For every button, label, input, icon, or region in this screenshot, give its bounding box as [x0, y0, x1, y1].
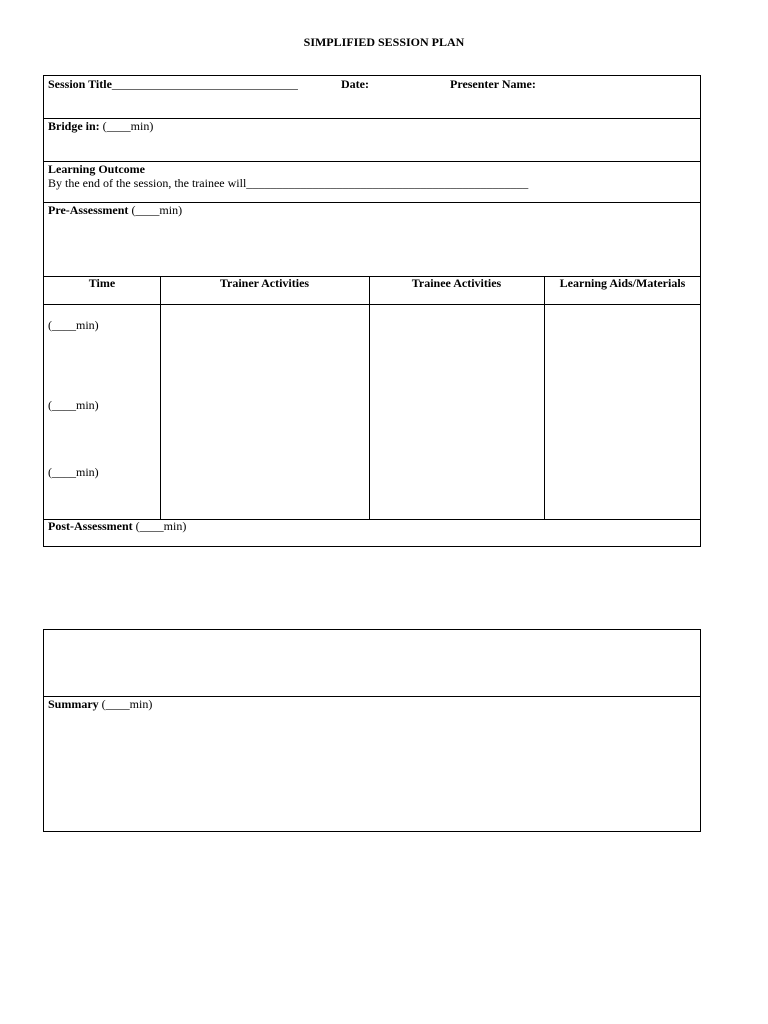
- summary-field: [48, 697, 152, 711]
- session-title-blank[interactable]: _______________________________: [111, 77, 298, 91]
- header-divider: [44, 304, 700, 305]
- bridge-in-label: Bridge in:: [48, 119, 100, 133]
- bridge-in-field: [48, 119, 153, 133]
- column-header-learning-aids: Learning Aids/Materials: [559, 276, 686, 290]
- post-assessment-field: [48, 519, 186, 533]
- presenter-name-label: Presenter Name:: [450, 77, 536, 91]
- session-title-field: [48, 77, 298, 91]
- pre-assessment-duration: (____min): [128, 203, 183, 217]
- bridge-in-duration: (____min): [99, 119, 154, 133]
- time-slot-duration: (____min): [48, 398, 99, 412]
- summary-table: [43, 629, 701, 832]
- column-header-time: Time: [88, 276, 116, 290]
- session-title-label: Session Title: [48, 77, 112, 91]
- session-plan-table: [43, 75, 701, 547]
- date-label: Date:: [341, 77, 369, 91]
- page-title: SIMPLIFIED SESSION PLAN: [303, 35, 465, 49]
- learning-outcome-text[interactable]: By the end of the session, the trainee will_______________________________________________: [48, 176, 529, 190]
- column-header-trainer-activities: Trainer Activities: [219, 276, 310, 290]
- post-assessment-label: Post-Assessment: [48, 519, 133, 533]
- column-header-trainee-activities: Trainee Activities: [411, 276, 502, 290]
- post-assessment-duration: (____min): [132, 519, 187, 533]
- summary-label: Summary: [48, 697, 99, 711]
- column-divider: [544, 276, 545, 519]
- time-slot-duration: (____min): [48, 318, 99, 332]
- summary-duration: (____min): [98, 697, 153, 711]
- time-slot-duration: (____min): [48, 465, 99, 479]
- learning-outcome-label: Learning Outcome: [48, 162, 145, 176]
- pre-assessment-field: [48, 203, 182, 217]
- pre-assessment-label: Pre-Assessment: [48, 203, 129, 217]
- column-divider: [369, 276, 370, 519]
- column-divider: [160, 276, 161, 519]
